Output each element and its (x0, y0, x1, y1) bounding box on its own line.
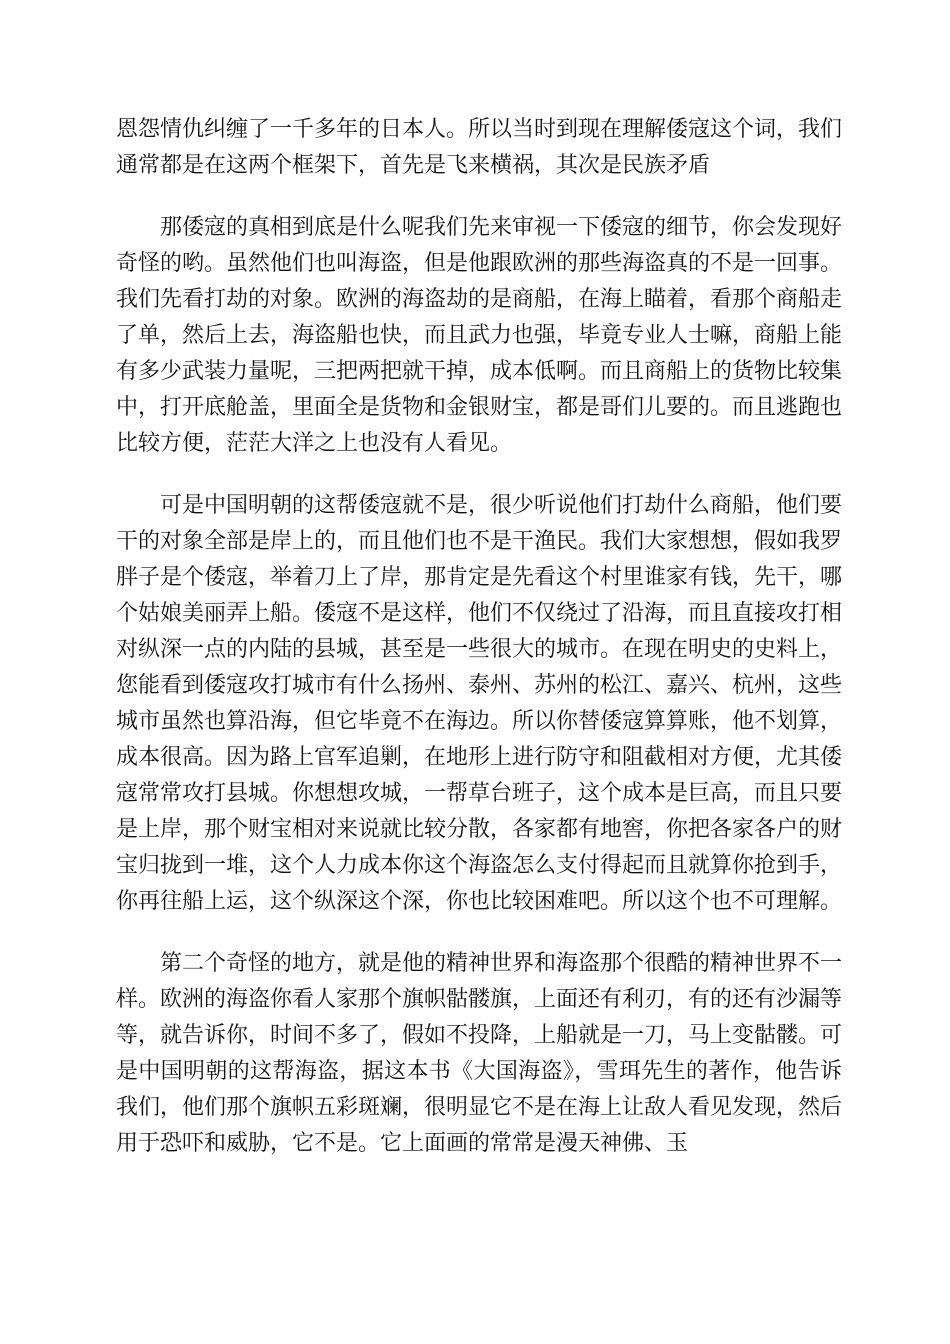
paragraph-4: 第二个奇怪的地方，就是他的精神世界和海盗那个很酷的精神世界不一样。欧洲的海盗你看人家那个旗帜骷髅旗，上面还有利刃，有的还有沙漏等等，就告诉你，时间不多了，假如不投降，上船就是一刀，马上变骷髅。可是中国明朝的这帮海盗，据这本书《大国海盗》，雪珥先生的著作，他告诉我们，他们那个旗帜五彩斑斓，很明显它不是在海上让敌人看见发现，然后用于恐吓和威胁，它不是。它上面画的常常是漫天神佛、玉 (116, 951, 843, 1156)
document-page (116, 112, 842, 1188)
paragraph-3: 可是中国明朝的这帮倭寇就不是，很少听说他们打劫什么商船，他们要干的对象全部是岸上的，而且他们也不是干渔民。我们大家想想，假如我罗胖子是个倭寇，举着刀上了岸，那肯定是先看这个村里谁家有钱，先干，哪个姑娘美丽弄上船。倭寇不是这样，他们不仅绕过了沿海，而且直接攻打相对纵深一点的内陆的县城，甚至是一些很大的城市。在现在明史的史料上，您能看到倭寇攻打城市有什么扬州、泰州、苏州的松江、嘉兴、杭州，这些城市虽然也算沿海，但它毕竟不在海边。所以你替倭寇算算账，他不划算，成本很高。因为路上官军追剿，在地形上进行防守和阻截相对方便，尤其倭寇常常攻打县城。你想想攻城，一帮草台班子，这个成本是巨高，而且只要是上岸，那个财宝相对来说就比较分散，各家都有地窖，你把各家各户的财宝归拢到一堆，这个人力成本你这个海盗怎么支付得起而且就算你抢到手，你再往船上运，这个纵深这个深，你也比较困难吧。所以这个也不可理解。 (116, 493, 843, 914)
paragraph-2: 那倭寇的真相到底是什么呢我们先来审视一下倭寇的细节，你会发现好奇怪的哟。虽然他们也叫海盗，但是他跟欧洲的那些海盗真的不是一回事。我们先看打劫的对象。欧洲的海盗劫的是商船，在海上瞄着，看那个商船走了单，然后上去，海盗船也快，而且武力也强，毕竟专业人士嘛，商船上能有多少武装力量呢，三把两把就干掉，成本低啊。而且商船上的货物比较集中，打开底舱盖，里面全是货物和金银财宝，都是哥们儿要的。而且逃跑也比较方便，茫茫大洋之上也没有人看见。 (116, 215, 843, 456)
paragraph-1: 恩怨情仇纠缠了一千多年的日本人。所以当时到现在理解倭寇这个词，我们通常都是在这两个框架下，首先是飞来横祸，其次是民族矛盾 (116, 117, 843, 178)
